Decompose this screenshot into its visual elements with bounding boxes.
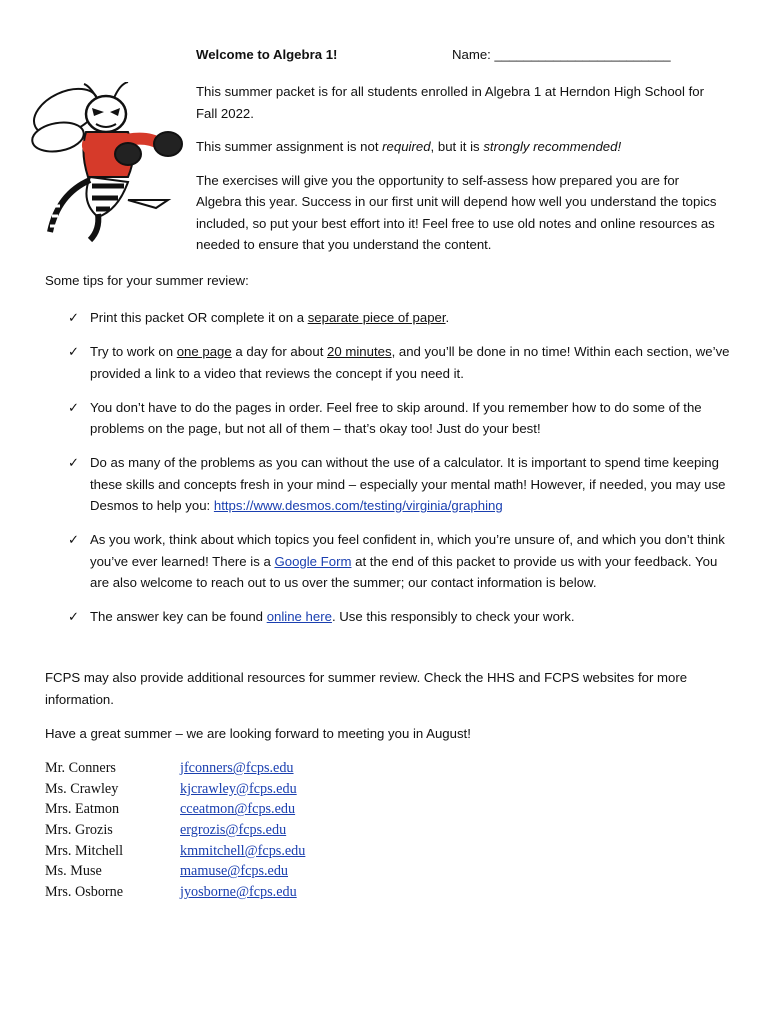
list-item: ✓ As you work, think about which topics you feel confident in, which you’re unsure of, and which you don’t think you’ve ever learned! There is a Google Form at the end of this packet to provide us with your feedback. You are also welcome to reach out to us over the summer; our contact information is below.	[68, 529, 736, 594]
contact-row	[45, 882, 305, 903]
teacher-email-link[interactable]: kjcrawley@fcps.edu	[180, 780, 297, 797]
teacher-name: Mrs. Osborne	[45, 884, 124, 901]
teacher-email-link[interactable]: cceatmon@fcps.edu	[180, 801, 296, 818]
contact-row	[45, 799, 305, 820]
teacher-email-link[interactable]: jfconners@fcps.edu	[180, 760, 294, 776]
teacher-email-link[interactable]: mamuse@fcps.edu	[180, 863, 289, 880]
contact-list	[45, 758, 305, 903]
teacher-name: Ms. Crawley	[45, 780, 119, 797]
intro-section	[196, 81, 721, 268]
checkmark-icon: ✓	[68, 532, 80, 547]
intro-description: The exercises will give you the opportunity to self-assess how prepared you are for Algebra this year. Success in our first unit will depend how well you understand the topics included, so put your best effort into it! Feel free to use old notes and online resources as needed to ensure that you understand the content.	[196, 172, 717, 252]
name-field-label: Name: ________________________	[452, 47, 671, 62]
list-item: ✓ Print this packet OR complete it on a separate piece of paper.	[68, 307, 736, 329]
teacher-name: Mr. Conners	[45, 760, 116, 776]
contact-row	[45, 861, 305, 882]
contact-row	[45, 841, 305, 862]
answer-key-link[interactable]: online here	[266, 609, 332, 624]
list-item: ✓ Try to work on one page a day for about 20 minutes, and you’ll be done in no time! Within each section, we’ve provided a link to a video that reviews the concept if you need it.	[68, 341, 736, 384]
teacher-name: Mrs. Mitchell	[45, 842, 124, 859]
teacher-name: Mrs. Grozis	[45, 822, 113, 839]
checkmark-icon: ✓	[68, 310, 80, 325]
checkmark-icon: ✓	[68, 455, 80, 470]
contact-row	[45, 820, 305, 841]
list-item: ✓ You don’t have to do the pages in order. Feel free to skip around. If you remember how to do some of the problems on the page, but not all of them – that’s okay too! Just do your best!	[68, 397, 736, 440]
checkmark-icon: ✓	[68, 399, 80, 415]
google-form-link[interactable]: Google Form	[274, 553, 352, 569]
contact-row	[45, 758, 305, 779]
tips-heading: Some tips for your summer review:	[45, 273, 249, 288]
teacher-email-link[interactable]: kmmitchell@fcps.edu	[180, 842, 306, 859]
checkmark-icon: ✓	[68, 609, 80, 624]
list-item: ✓ The answer key can be found online here. Use this responsibly to check your work.	[68, 606, 736, 628]
teacher-email-link[interactable]: jyosborne@fcps.edu	[180, 884, 297, 901]
farewell-paragraph: Have a great summer – we are looking forward to meeting you in August!	[45, 726, 471, 741]
teacher-email-link[interactable]: ergrozis@fcps.edu	[180, 822, 287, 839]
teacher-name: Ms. Muse	[45, 863, 102, 880]
checkmark-icon: ✓	[68, 344, 80, 359]
hornet-mascot-icon	[28, 82, 188, 244]
intro-recommendation: This summer assignment is not required, but it is strongly recommended!	[196, 139, 622, 154]
teacher-name: Mrs. Eatmon	[45, 801, 120, 818]
desmos-link[interactable]: https://www.desmos.com/testing/virginia/graphing	[213, 498, 503, 513]
resources-paragraph: FCPS may also provide additional resources for summer review. Check the HHS and FCPS websites for more information.	[45, 670, 688, 707]
closing-section	[45, 667, 735, 758]
tips-list	[68, 307, 736, 640]
contact-row	[45, 779, 305, 800]
list-item: ✓ Do as many of the problems as you can without the use of a calculator. It is important to spend time keeping these skills and concepts fresh in your mind – especially your mental math! However, if needed, you may use Desmos to help you: https://www.desmos.com/testing/virginia/graphing	[68, 452, 736, 517]
intro-paragraph: This summer packet is for all students enrolled in Algebra 1 at Herndon High School for Fall 2022.	[196, 84, 704, 121]
page-title: Welcome to Algebra 1!	[196, 47, 338, 62]
